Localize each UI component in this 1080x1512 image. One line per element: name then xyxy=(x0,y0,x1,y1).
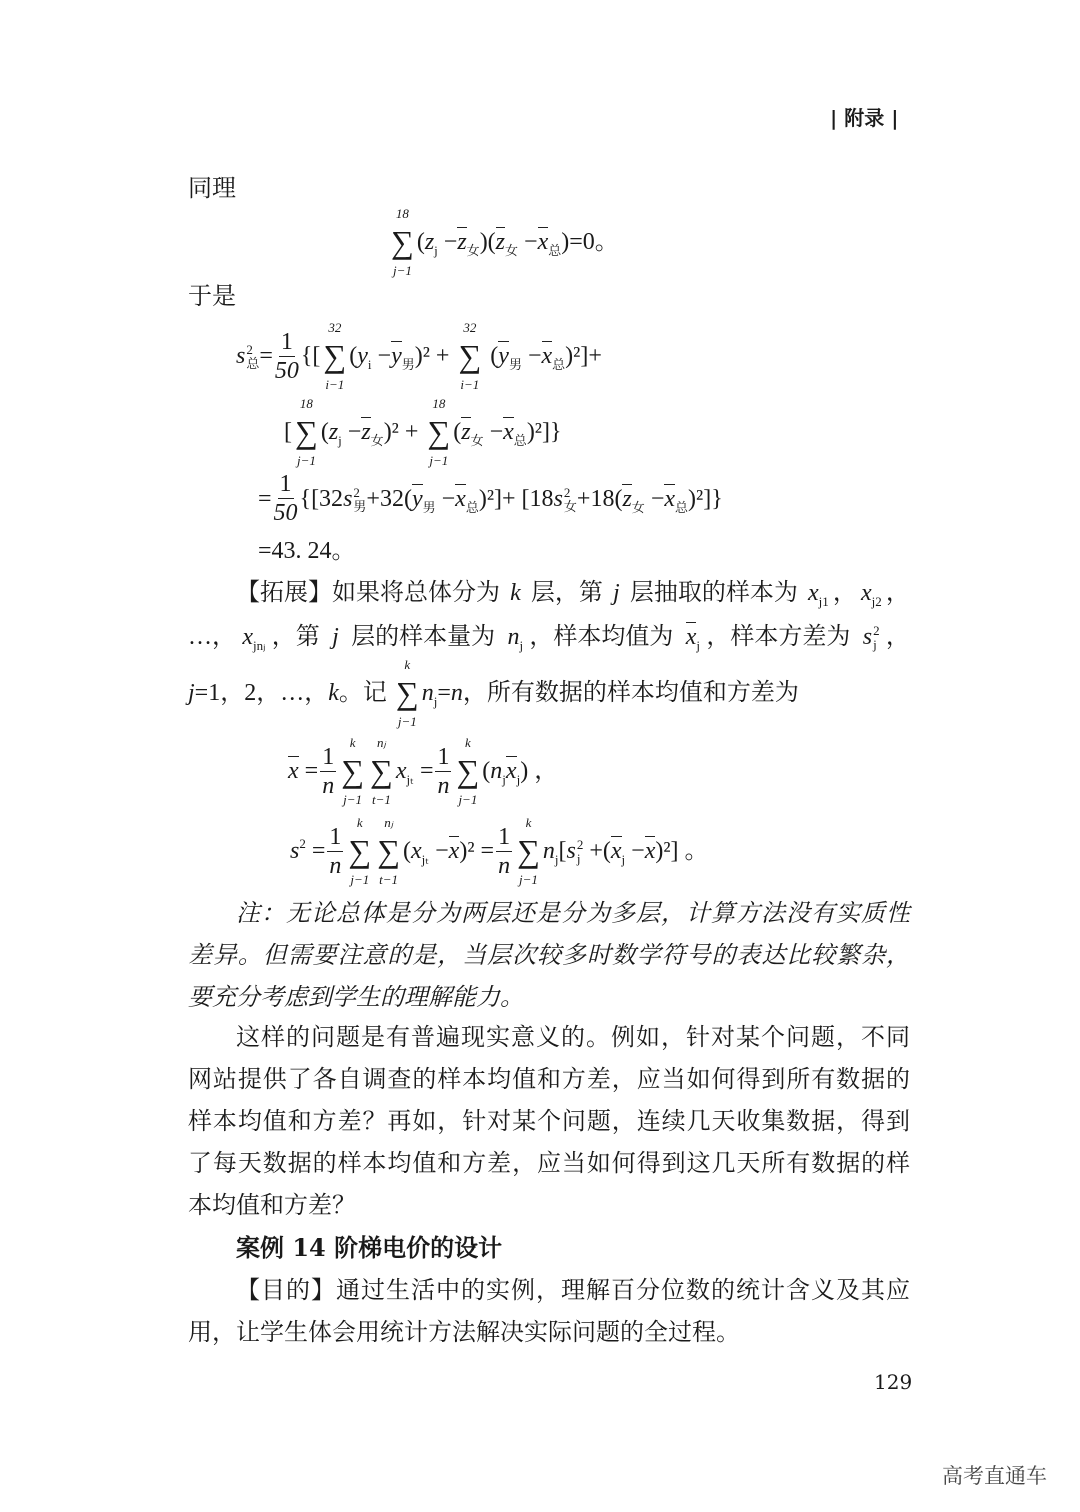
variable-base: n xyxy=(507,624,520,650)
formula-total-variance-line3 xyxy=(258,470,1080,527)
math-variable xyxy=(290,835,306,867)
math-variable xyxy=(611,835,625,867)
math-text: 【拓展】如果将总体分为 xyxy=(236,580,506,606)
subscript: 总 xyxy=(465,499,479,515)
sum-upper-limit: 18 xyxy=(299,396,313,411)
superscript: 2 xyxy=(353,484,360,500)
sub-sup xyxy=(353,486,366,514)
math-text: ( xyxy=(484,343,499,369)
math-text: 层抽取的样本为 xyxy=(623,580,804,606)
math-variable xyxy=(391,340,415,372)
subscript: 女 xyxy=(466,243,480,258)
paragraph-line: 样本均值和方差？再如，针对某个问题，连续几天收集数据，得到 xyxy=(188,1107,910,1135)
math-variable xyxy=(425,226,438,258)
variable-base: s xyxy=(553,485,563,512)
math-text: ， xyxy=(885,624,910,650)
sub-sup xyxy=(246,343,259,371)
variable-base: x xyxy=(644,838,656,864)
subscript: 总 xyxy=(513,433,527,448)
math-text: )² + xyxy=(414,343,456,369)
sum-upper-limit: 32 xyxy=(328,320,342,335)
math-variable xyxy=(343,483,366,515)
subscript: j2 xyxy=(871,594,882,609)
math-text: − xyxy=(483,419,504,445)
math-text: − xyxy=(437,229,458,255)
math-variable xyxy=(613,577,620,609)
numerator: 1 xyxy=(279,471,292,497)
subscript: j xyxy=(696,638,701,653)
subscript: j xyxy=(434,243,438,258)
variable-base: x xyxy=(503,419,514,445)
sum-lower-limit: j−1 xyxy=(397,714,417,729)
summation xyxy=(323,320,346,392)
math-text: ( xyxy=(403,838,412,864)
variable-base: y xyxy=(498,343,509,369)
math-text: − xyxy=(644,485,665,512)
math-text: ) ， xyxy=(520,758,559,784)
variable-base: x xyxy=(242,624,253,650)
math-variable xyxy=(242,621,265,653)
variable-base: y xyxy=(391,343,402,369)
math-variable xyxy=(503,416,527,448)
sigma-symbol: ∑ xyxy=(427,414,451,450)
math-variable xyxy=(510,577,521,609)
math-variable xyxy=(498,340,522,372)
extension-line3 xyxy=(188,657,1080,729)
math-text: 层的样本量为 xyxy=(345,624,502,650)
sub-sup xyxy=(577,838,584,866)
formula-total-variance-line1 xyxy=(236,320,1080,392)
math-text: ( xyxy=(416,229,425,255)
sum-lower-limit: j−1 xyxy=(429,453,449,468)
variable-base: x xyxy=(541,343,553,369)
paragraph-line: 了每天数据的样本均值和方差，应当如何得到这几天所有数据的样 xyxy=(188,1149,910,1177)
sum-upper-limit: nⱼ xyxy=(384,815,393,830)
variable-base: x xyxy=(448,838,460,864)
sum-upper-limit: k xyxy=(349,735,356,750)
sub-sup xyxy=(564,486,577,514)
sigma-symbol: ∑ xyxy=(341,753,365,789)
sigma-symbol: ∑ xyxy=(458,338,482,374)
variable-base: s xyxy=(862,624,873,650)
sum-lower-limit: j−1 xyxy=(458,792,478,807)
sum-upper-limit: 18 xyxy=(395,206,409,221)
summation xyxy=(348,815,371,887)
math-text: =1，2，…， xyxy=(194,680,329,706)
subscript: j xyxy=(433,694,438,709)
variable-base: n xyxy=(421,680,434,706)
sigma-symbol: ∑ xyxy=(395,675,419,711)
running-header: | 附录 | xyxy=(830,106,899,130)
subscript: j xyxy=(338,433,342,448)
subscript: jₜ xyxy=(421,852,430,867)
case-heading: 案例 14 阶梯电价的设计 xyxy=(236,1233,503,1262)
math-text: ，样本方差为 xyxy=(706,624,857,650)
fraction xyxy=(320,743,336,800)
math-text: − xyxy=(518,229,538,255)
sigma-symbol: ∑ xyxy=(391,224,414,260)
math-variable xyxy=(357,340,371,372)
superscript: 2 xyxy=(563,484,571,500)
variable-base: x xyxy=(505,758,517,784)
text-yushi: 于是 xyxy=(188,282,236,310)
subscript: i xyxy=(367,357,372,372)
summation xyxy=(370,735,393,807)
math-variable xyxy=(861,577,882,609)
sigma-symbol: ∑ xyxy=(377,833,401,869)
variable-base: y xyxy=(411,485,423,512)
math-variable xyxy=(622,483,644,515)
math-variable xyxy=(664,483,688,515)
formula-overall-variance xyxy=(290,815,1080,887)
summation xyxy=(427,396,450,468)
math-variable xyxy=(543,835,559,867)
subscript: 总 xyxy=(246,356,260,372)
note-line: 注：无论总体是分为两层还是分为多层，计算方法没有实质性 xyxy=(236,899,910,927)
math-variable xyxy=(645,835,656,867)
fraction xyxy=(327,823,343,880)
fraction xyxy=(496,823,512,880)
math-text: ( xyxy=(349,343,358,369)
variable-base: z xyxy=(328,419,339,445)
page-number: 129 xyxy=(874,1370,913,1394)
math-text: ， xyxy=(885,580,910,606)
variable-base: x xyxy=(685,624,697,650)
variable-base: k xyxy=(328,680,339,706)
variable-base: z xyxy=(622,485,632,512)
math-text: ( xyxy=(482,758,491,784)
subscript: j xyxy=(519,638,524,653)
math-variable xyxy=(396,755,414,787)
math-variable xyxy=(451,677,463,709)
watermark: 高考直通车 xyxy=(942,1464,1047,1488)
subscript: j xyxy=(516,772,521,787)
numerator: 1 xyxy=(437,743,450,770)
math-text: ， xyxy=(832,580,857,606)
purpose-line: 用，让学生体会用统计方法解决实际问题的全过程。 xyxy=(188,1318,740,1346)
fraction xyxy=(275,328,299,385)
variable-base: n xyxy=(490,758,503,784)
purpose-line: 【目的】通过生活中的实例，理解百分位数的统计含义及其应 xyxy=(236,1276,910,1304)
variable-base: s xyxy=(290,838,300,864)
variable-base: s xyxy=(343,485,353,512)
denominator: n xyxy=(498,852,511,879)
subscript: 男 xyxy=(422,499,436,515)
superscript: 2 xyxy=(873,623,880,639)
math-text: − xyxy=(371,343,392,369)
math-variable xyxy=(686,621,700,653)
sigma-symbol: ∑ xyxy=(295,414,318,450)
math-text: =43. 24。 xyxy=(258,538,356,564)
numerator: 1 xyxy=(322,743,335,770)
fraction xyxy=(274,470,298,527)
math-text: +( xyxy=(583,838,611,864)
subscript: 女 xyxy=(505,243,519,258)
math-text: ( xyxy=(453,419,462,445)
variable-base: k xyxy=(510,580,521,606)
note-line: 差异。但需要注意的是，当层次较多时数学符号的表达比较繁杂， xyxy=(188,941,910,969)
numerator: 1 xyxy=(329,823,342,850)
subscript: j xyxy=(554,852,559,867)
paragraph-line: 网站提供了各自调查的样本均值和方差，应当如何得到所有数据的 xyxy=(188,1065,910,1093)
subscript: jnⱼ xyxy=(253,638,266,653)
math-text: {[32 xyxy=(299,485,344,512)
denominator: 50 xyxy=(274,357,299,384)
math-text: +32( xyxy=(366,485,412,512)
sum-lower-limit: j−1 xyxy=(343,792,363,807)
math-text: )²]+ xyxy=(565,343,602,369)
math-text: 层，第 xyxy=(524,580,609,606)
subscript: 男 xyxy=(508,357,522,372)
variable-base: x xyxy=(860,580,872,606)
variable-base: s xyxy=(566,838,576,864)
math-text: +18( xyxy=(576,485,623,512)
page-body xyxy=(0,172,1080,1348)
math-text: )²]+ [18 xyxy=(478,485,554,512)
sum-lower-limit: t−1 xyxy=(371,792,391,807)
extension-line1 xyxy=(236,577,910,609)
sum-upper-limit: k xyxy=(404,657,411,672)
formula-overall-mean xyxy=(288,735,1080,807)
variable-base: z xyxy=(361,419,371,445)
superscript: 2 xyxy=(576,837,584,853)
variable-base: n xyxy=(542,838,555,864)
math-variable xyxy=(288,755,299,787)
summation xyxy=(456,735,479,807)
math-variable xyxy=(449,835,460,867)
math-text: )( xyxy=(479,229,496,255)
denominator: n xyxy=(437,772,450,799)
subscript: 女 xyxy=(470,433,484,448)
math-text: [ xyxy=(558,838,567,864)
numerator: 1 xyxy=(498,823,511,850)
variable-base: z xyxy=(495,229,506,255)
math-variable xyxy=(236,340,259,372)
math-text: )²]} xyxy=(688,485,723,512)
subscript: j1 xyxy=(818,594,829,609)
math-text: − xyxy=(625,838,645,864)
variable-base: x xyxy=(610,838,622,864)
math-text: = xyxy=(413,758,434,784)
math-variable xyxy=(411,835,429,867)
math-variable xyxy=(542,340,566,372)
summation xyxy=(295,396,318,468)
sum-lower-limit: j−1 xyxy=(519,872,538,887)
superscript: 2 xyxy=(299,836,306,851)
math-variable xyxy=(506,755,520,787)
math-text: = xyxy=(258,485,272,512)
math-text: ，样本均值为 xyxy=(529,624,680,650)
variable-base: z xyxy=(424,229,435,255)
math-variable xyxy=(412,483,436,515)
subscript: j xyxy=(873,637,877,653)
math-variable xyxy=(329,416,342,448)
numerator: 1 xyxy=(280,328,293,355)
formula-total-variance-line2 xyxy=(284,396,1080,468)
sum-upper-limit: k xyxy=(356,815,363,830)
subscript: 总 xyxy=(548,243,562,258)
math-variable xyxy=(863,621,880,653)
math-text: )² = xyxy=(459,838,495,864)
math-text: )² + xyxy=(383,419,425,445)
subscript: 女 xyxy=(370,433,384,448)
subscript: j xyxy=(502,772,506,787)
sum-lower-limit: j−1 xyxy=(350,872,370,887)
subscript: j xyxy=(576,851,581,867)
variable-base: x xyxy=(411,838,422,864)
math-text: …， xyxy=(188,624,236,650)
sum-lower-limit: j−1 xyxy=(392,263,412,278)
paragraph-line: 本均值和方差？ xyxy=(188,1191,356,1219)
math-variable xyxy=(808,577,829,609)
summation xyxy=(517,815,540,887)
variable-base: s xyxy=(236,343,246,369)
subscript: jₜ xyxy=(406,772,414,787)
variable-base: j xyxy=(188,680,195,706)
variable-base: x xyxy=(455,485,466,512)
sigma-symbol: ∑ xyxy=(456,753,480,789)
variable-base: n xyxy=(450,680,463,706)
math-text: )=0。 xyxy=(561,229,619,255)
sum-upper-limit: nⱼ xyxy=(377,735,386,750)
math-variable xyxy=(188,677,195,709)
math-variable xyxy=(567,835,584,867)
math-text: − xyxy=(521,343,542,369)
sum-lower-limit: i−1 xyxy=(325,377,345,392)
sum-upper-limit: k xyxy=(465,735,471,750)
math-variable xyxy=(455,483,479,515)
denominator: n xyxy=(322,772,335,799)
math-text: − xyxy=(429,838,449,864)
variable-base: x xyxy=(395,758,407,784)
math-variable xyxy=(554,483,577,515)
math-text: − xyxy=(435,485,456,512)
variable-base: j xyxy=(332,624,339,650)
math-text: = xyxy=(305,838,326,864)
math-text: − xyxy=(341,419,362,445)
math-variable xyxy=(538,226,562,258)
math-variable xyxy=(332,621,339,653)
sigma-symbol: ∑ xyxy=(517,833,540,869)
variable-base: x xyxy=(288,758,299,784)
text-tongli: 同理 xyxy=(188,174,236,202)
math-text: 。记 xyxy=(338,680,393,706)
sigma-symbol: ∑ xyxy=(323,338,347,374)
formula-total-variance-result xyxy=(258,535,1080,567)
denominator: n xyxy=(329,852,342,879)
variable-base: x xyxy=(537,229,549,255)
subscript: j xyxy=(621,852,626,867)
sub-sup xyxy=(873,624,880,652)
math-text: )²]} xyxy=(526,419,562,445)
formula-cross-term-female xyxy=(388,206,1080,278)
variable-base: x xyxy=(807,580,819,606)
subscript: 总 xyxy=(675,499,689,515)
sigma-symbol: ∑ xyxy=(370,753,393,789)
note-line: 要充分考虑到学生的理解能力。 xyxy=(188,983,524,1011)
math-text: = xyxy=(298,758,319,784)
sigma-symbol: ∑ xyxy=(348,833,372,869)
math-variable xyxy=(422,677,438,709)
summation xyxy=(377,815,400,887)
math-text: ，所有数据的样本均值和方差为 xyxy=(462,680,799,706)
math-text: = xyxy=(437,680,451,706)
math-text: )²] 。 xyxy=(655,838,709,864)
math-text: = xyxy=(259,343,273,369)
math-text: ( xyxy=(320,419,329,445)
math-text: {[ xyxy=(300,343,321,369)
superscript: 2 xyxy=(246,342,253,358)
math-variable xyxy=(328,677,339,709)
summation xyxy=(396,657,419,729)
summation xyxy=(341,735,364,807)
variable-base: x xyxy=(664,485,676,512)
math-variable xyxy=(461,416,483,448)
variable-base: y xyxy=(357,343,368,369)
sum-lower-limit: t−1 xyxy=(379,872,399,887)
sum-upper-limit: 32 xyxy=(463,320,477,335)
math-text: [ xyxy=(284,419,292,445)
subscript: 男 xyxy=(353,498,367,514)
sum-lower-limit: i−1 xyxy=(460,377,480,392)
extension-line2 xyxy=(188,621,910,653)
sum-lower-limit: j−1 xyxy=(296,453,316,468)
subscript: 男 xyxy=(401,357,415,372)
subscript: 女 xyxy=(563,498,577,514)
denominator: 50 xyxy=(273,500,298,526)
variable-base: z xyxy=(461,419,471,445)
summation xyxy=(458,320,481,392)
subscript: 总 xyxy=(552,357,566,372)
fraction xyxy=(435,743,451,800)
math-variable xyxy=(457,226,479,258)
summation xyxy=(391,206,414,278)
subscript: 女 xyxy=(631,499,645,515)
variable-base: j xyxy=(613,580,620,606)
math-variable xyxy=(507,621,523,653)
paragraph-line: 这样的问题是有普遍现实意义的。例如，针对某个问题，不同 xyxy=(236,1023,910,1051)
math-variable xyxy=(496,226,518,258)
math-variable xyxy=(361,416,383,448)
math-text: ，第 xyxy=(271,624,326,650)
variable-base: z xyxy=(457,229,467,255)
sum-upper-limit: 18 xyxy=(432,396,446,411)
math-variable xyxy=(490,755,506,787)
sum-upper-limit: k xyxy=(525,815,532,830)
